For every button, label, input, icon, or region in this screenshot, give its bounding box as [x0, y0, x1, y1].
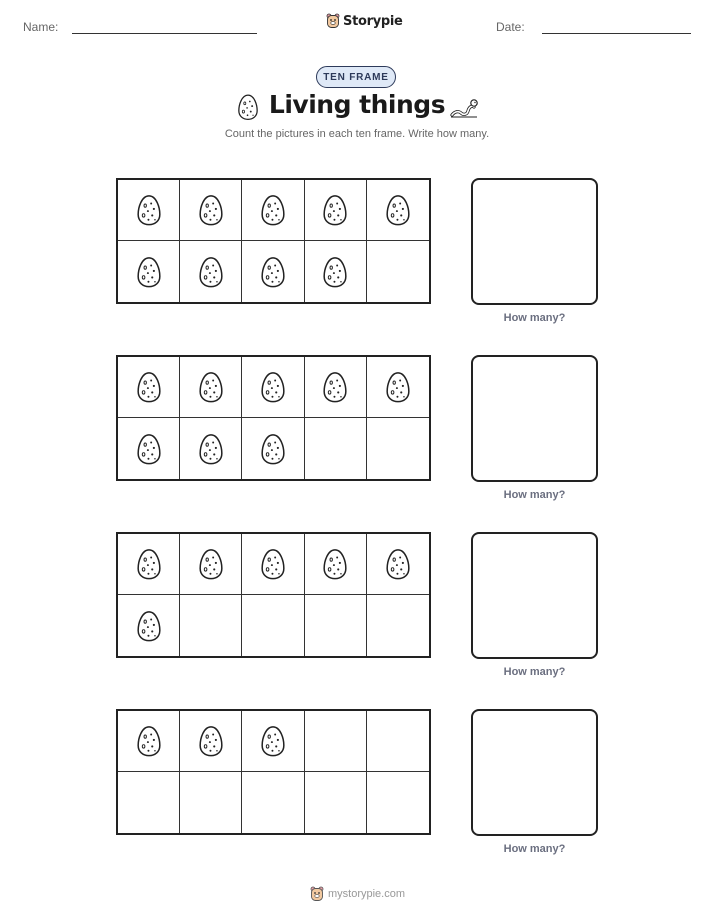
answer-box[interactable] [471, 709, 598, 836]
brand-name: Storypie [343, 13, 403, 29]
ten-frame-cell [305, 772, 367, 833]
egg-icon [136, 255, 162, 289]
ten-frame-cell [180, 772, 242, 833]
egg-icon [198, 255, 224, 289]
egg-icon [385, 193, 411, 227]
ten-frame-cell [180, 418, 242, 479]
page-title: Living things [268, 90, 446, 119]
egg-icon [260, 724, 286, 758]
footer [310, 886, 405, 902]
egg-icon [385, 370, 411, 404]
ten-frame-cell [305, 711, 367, 772]
egg-icon [385, 547, 411, 581]
ten-frame-cell [242, 595, 304, 656]
egg-icon [260, 255, 286, 289]
ten-frame-cell [180, 711, 242, 772]
how-many-label: How many? [503, 666, 566, 678]
name-label: Name: [23, 20, 59, 34]
egg-icon [198, 724, 224, 758]
ten-frame-cell [118, 180, 180, 241]
egg-icon [322, 255, 348, 289]
ten-frame-cell [118, 241, 180, 302]
ten-frame-cell [242, 241, 304, 302]
ten-frame-cell [367, 772, 429, 833]
how-many-label: How many? [503, 843, 566, 855]
ten-frame-cell [242, 418, 304, 479]
ten-frame-cell [180, 534, 242, 595]
ten-frame-cell [242, 357, 304, 418]
name-line[interactable] [72, 33, 257, 34]
ten-frame [116, 709, 431, 835]
egg-icon [136, 432, 162, 466]
worm-icon [450, 94, 478, 118]
egg-icon [136, 370, 162, 404]
ten-frame-cell [118, 534, 180, 595]
ten-frame [116, 178, 431, 304]
answer-box[interactable] [471, 532, 598, 659]
ten-frame-cell [180, 357, 242, 418]
ten-frame-cell [367, 595, 429, 656]
ten-frame-cell [367, 418, 429, 479]
egg-icon [322, 193, 348, 227]
ten-frame-cell [305, 595, 367, 656]
storypie-mascot-icon [326, 13, 340, 29]
ten-frame-cell [367, 180, 429, 241]
egg-icon [198, 547, 224, 581]
answer-box[interactable] [471, 178, 598, 305]
egg-icon [136, 547, 162, 581]
answer-box[interactable] [471, 355, 598, 482]
egg-icon [322, 370, 348, 404]
ten-frame-cell [118, 595, 180, 656]
ten-frame-cell [242, 534, 304, 595]
egg-icon [198, 432, 224, 466]
date-label: Date: [496, 20, 525, 34]
ten-frame-cell [367, 241, 429, 302]
egg-icon [260, 432, 286, 466]
egg-icon [198, 370, 224, 404]
ten-frame [116, 355, 431, 481]
egg-icon [198, 193, 224, 227]
egg-icon [260, 370, 286, 404]
egg-icon [136, 193, 162, 227]
ten-frame-cell [242, 711, 304, 772]
how-many-label: How many? [503, 312, 566, 324]
ten-frame [116, 532, 431, 658]
egg-icon [136, 724, 162, 758]
ten-frame-cell [180, 595, 242, 656]
ten-frame-cell [305, 180, 367, 241]
ten-frame-cell [118, 711, 180, 772]
instructions: Count the pictures in each ten frame. Write how many. [224, 128, 490, 140]
ten-frame-cell [305, 418, 367, 479]
ten-frame-cell [367, 357, 429, 418]
egg-icon [322, 547, 348, 581]
ten-frame-cell [180, 180, 242, 241]
brand-logo [326, 13, 403, 29]
ten-frame-cell [305, 534, 367, 595]
ten-frame-cell [367, 534, 429, 595]
egg-icon [136, 609, 162, 643]
ten-frame-cell [180, 241, 242, 302]
ten-frame-cell [118, 357, 180, 418]
ten-frame-cell [118, 418, 180, 479]
ten-frame-cell [367, 711, 429, 772]
ten-frame-cell [305, 357, 367, 418]
ten-frame-cell [242, 180, 304, 241]
ten-frame-cell [118, 772, 180, 833]
ten-frame-cell [242, 772, 304, 833]
storypie-mascot-icon [310, 886, 324, 902]
footer-url: mystorypie.com [328, 888, 406, 900]
how-many-label: How many? [503, 489, 566, 501]
date-line[interactable] [542, 33, 691, 34]
ten-frame-badge: TEN FRAME [316, 66, 396, 88]
egg-icon [260, 193, 286, 227]
ten-frame-cell [305, 241, 367, 302]
egg-icon [260, 547, 286, 581]
